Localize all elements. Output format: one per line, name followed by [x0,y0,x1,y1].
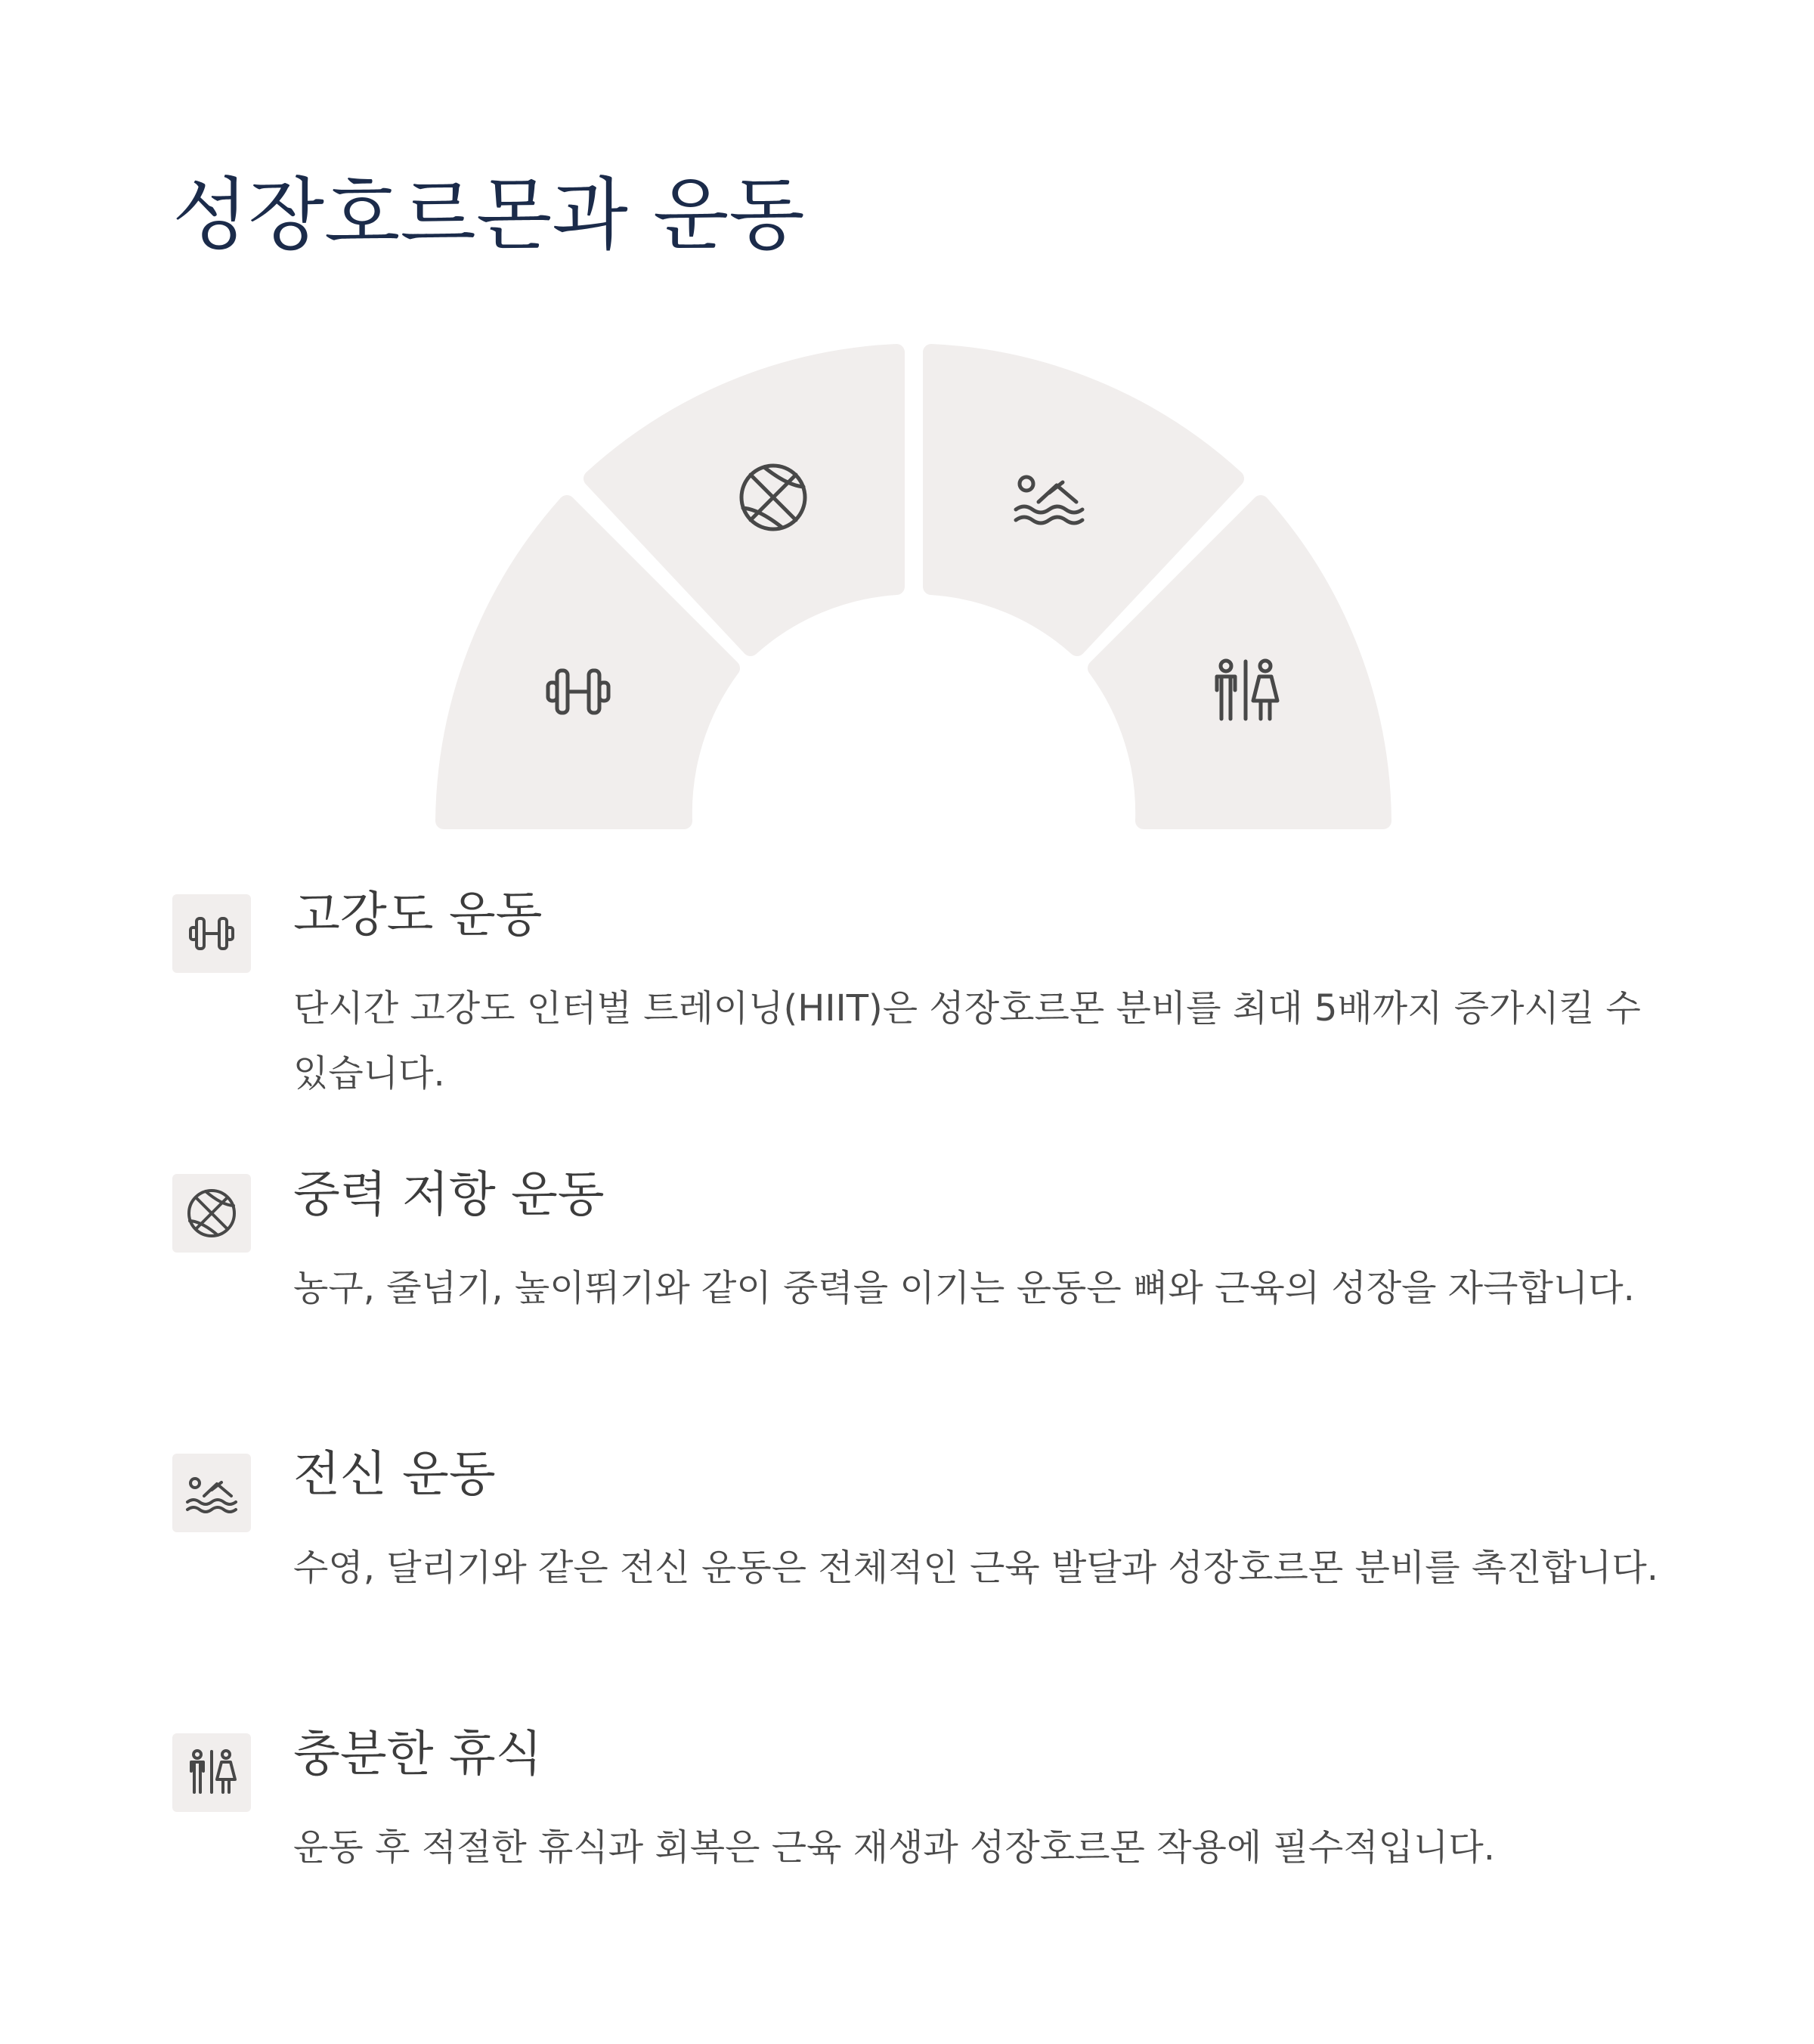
basketball-icon [189,1191,234,1236]
item-title: 중력 저항 운동 [293,1167,605,1223]
item-description: 단시간 고강도 인터벌 트레이닝(HIIT)은 성장호르몬 분비를 최대 5배까지 증가시킬 수 있습니다. [293,987,1641,1095]
swimming-icon [187,1479,236,1512]
page-title: 성장호르몬과 운동 [172,169,805,261]
item-icon-box [172,894,251,973]
semicircle-diagram [0,0,1814,847]
item-icon-box [172,1733,251,1812]
item-title: 전신 운동 [293,1447,496,1503]
item-description: 운동 후 적절한 휴식과 회복은 근육 재생과 성장호르몬 작용에 필수적입니다. [293,1826,1495,1869]
item-description: 농구, 줄넘기, 높이뛰기와 같이 중력을 이기는 운동은 뼈와 근육의 성장을 자극합니다. [293,1267,1635,1309]
item-icon-box [172,1174,251,1253]
item-title: 고강도 운동 [293,887,543,943]
dumbbell-icon [190,918,233,949]
item-description: 수영, 달리기와 같은 전신 운동은 전체적인 근육 발달과 성장호르몬 분비를 촉진합니다. [293,1547,1658,1589]
item-icon-box [172,1454,251,1532]
family-restroom-icon [191,1751,235,1792]
item-title: 충분한 휴식 [293,1727,543,1782]
